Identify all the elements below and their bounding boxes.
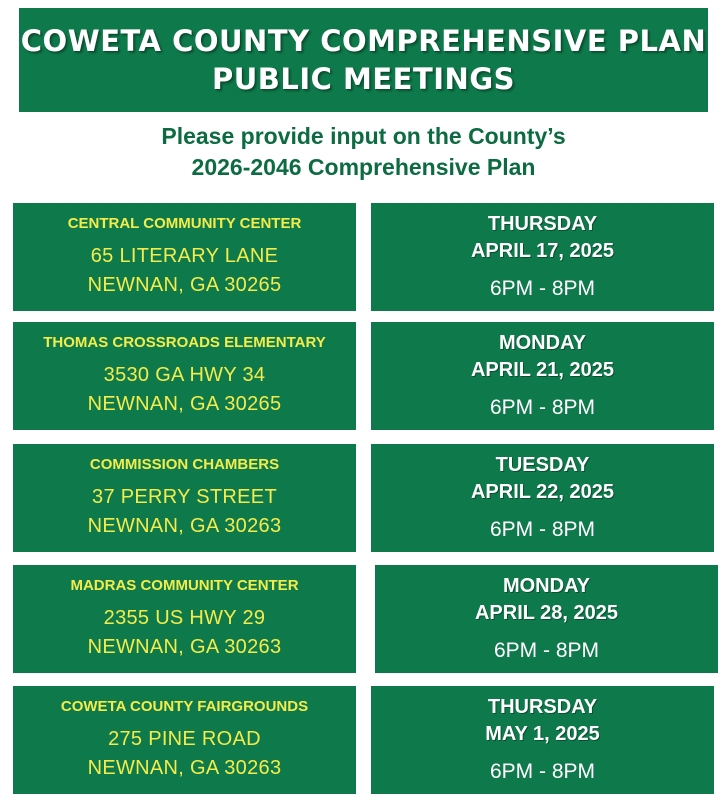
meeting-date: MAY 1, 2025 [485,723,600,745]
meeting-day: THURSDAY [487,213,598,235]
location-name: THOMAS CROSSROADS ELEMENTARY [43,334,326,351]
subtitle-line2: 2026-2046 Comprehensive Plan [191,154,536,180]
meeting-time: 6PM - 8PM [489,518,596,541]
meeting-day: THURSDAY [487,696,598,718]
meeting-time-card [371,444,714,552]
address-city: NEWNAN, GA 30263 [87,515,282,537]
address-city: NEWNAN, GA 30263 [87,757,282,779]
meeting-date: APRIL 22, 2025 [470,481,615,503]
address-street: 275 PINE ROAD [108,728,261,750]
meeting-location-card [13,686,356,794]
subtitle-line1: Please provide input on the County’s [161,123,566,149]
meeting-time-card [371,203,714,311]
meeting-time: 6PM - 8PM [489,396,596,419]
meeting-day: MONDAY [502,575,591,597]
meeting-time: 6PM - 8PM [493,639,600,662]
meeting-day: MONDAY [498,332,587,354]
subtitle [0,121,727,183]
address-city: NEWNAN, GA 30265 [87,393,282,415]
meeting-location-card [13,322,356,430]
meeting-time-card [371,686,714,794]
meeting-location-card [13,444,356,552]
meeting-time-card [371,322,714,430]
meeting-time: 6PM - 8PM [489,760,596,783]
page-title-line1: COWETA COUNTY COMPREHENSIVE PLAN [20,24,707,58]
title-banner [19,8,708,112]
address-street: 37 PERRY STREET [92,486,277,508]
meeting-date: APRIL 17, 2025 [470,240,615,262]
meeting-day: TUESDAY [495,454,590,476]
location-name: MADRAS COMMUNITY CENTER [70,577,299,594]
address-city: NEWNAN, GA 30263 [87,636,282,658]
meeting-location-card [13,203,356,311]
location-name: COWETA COUNTY FAIRGROUNDS [60,698,309,715]
address-street: 2355 US HWY 29 [103,607,266,629]
location-name: CENTRAL COMMUNITY CENTER [67,215,302,232]
meeting-time-card [375,565,718,673]
address-street: 65 LITERARY LANE [90,245,279,267]
meeting-date: APRIL 28, 2025 [474,602,619,624]
address-city: NEWNAN, GA 30265 [87,274,282,296]
meeting-date: APRIL 21, 2025 [470,359,615,381]
page-title-line2: PUBLIC MEETINGS [211,62,516,96]
location-name: COMMISSION CHAMBERS [89,456,280,473]
address-street: 3530 GA HWY 34 [103,364,266,386]
meeting-time: 6PM - 8PM [489,277,596,300]
meeting-location-card [13,565,356,673]
